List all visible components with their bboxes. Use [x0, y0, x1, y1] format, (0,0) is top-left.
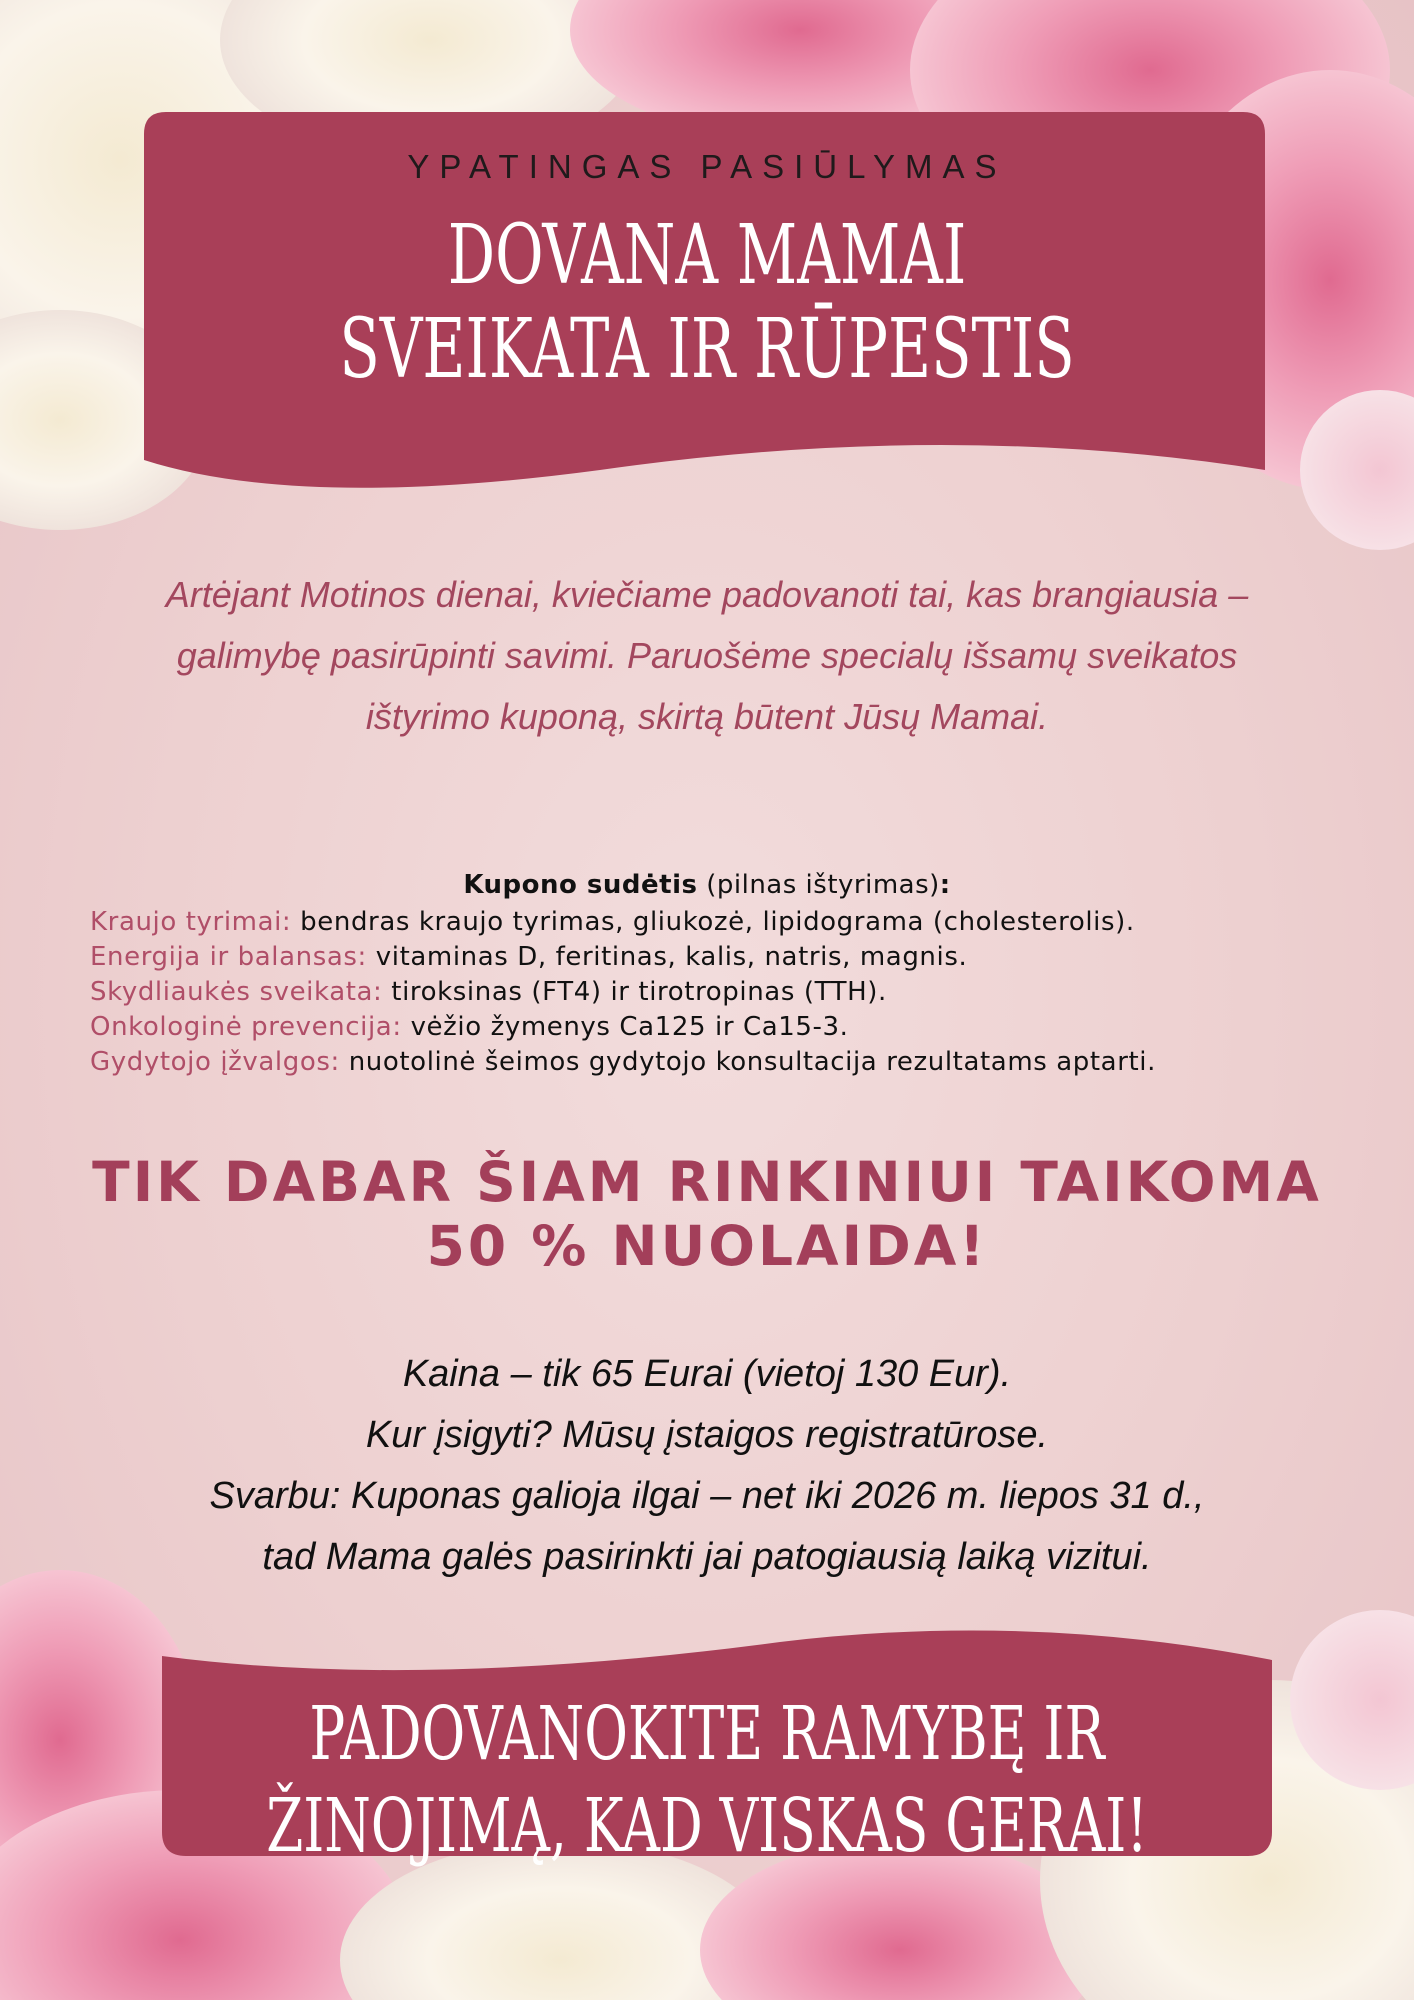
coupon-heading [60, 870, 1354, 900]
coupon-items [90, 905, 1390, 1080]
item-label: Gydytojo įžvalgos: [90, 1047, 340, 1077]
discount-line-1: TIK DABAR ŠIAM RINKINIUI TAIKOMA [92, 1150, 1322, 1214]
discount-line-2: 50 % NUOLAIDA! [426, 1214, 988, 1278]
footer-line-1: PADOVANOKITE RAMYBĘ IR [309, 1691, 1105, 1777]
offer-eyebrow: YPATINGAS PASIŪLYMAS [407, 148, 1007, 185]
coupon-item [90, 905, 1390, 940]
footer-line-2: ŽINOJIMĄ, KAD VISKAS GERAI! [266, 1783, 1148, 1869]
where-line: Kur įsigyti? Mūsų įstaigos registratūrose. [365, 1414, 1049, 1456]
intro-paragraph: Artėjant Motinos dienai, kviečiame padovanoti tai, kas brangiausia – galimybę pasirūpinti savimi. Paruošėme specialų išsamų sveikatos ištyrimo kuponą, skirtą būtent Jūsų Mamai. [165, 574, 1249, 737]
coupon-item [90, 1010, 1390, 1045]
coupon-heading-rest: (pilnas ištyrimas) [697, 870, 940, 900]
discount-headline [40, 1150, 1374, 1278]
item-label: Energija ir balansas: [90, 942, 367, 972]
item-label: Skydliaukės sveikata: [90, 977, 383, 1007]
item-text: tiroksinas (FT4) ir tirotropinas (TTH). [382, 977, 887, 1007]
item-text: nuotolinė šeimos gydytojo konsultacija rezultatams aptarti. [339, 1047, 1156, 1077]
coupon-item [90, 940, 1390, 975]
coupon-item [90, 975, 1390, 1010]
offer-details [40, 1344, 1374, 1588]
item-label: Onkologinė prevencija: [90, 1012, 402, 1042]
validity-line: Svarbu: Kuponas galioja ilgai – net iki 2026 m. liepos 31 d., [209, 1475, 1205, 1517]
validity-line-cont: tad Mama galės pasirinkti jai patogiausią laiką vizitui. [262, 1536, 1152, 1578]
coupon-heading-colon: : [939, 870, 951, 900]
title-line-1: DOVANA MAMAI [447, 208, 967, 303]
coupon-heading-bold: Kupono sudėtis [463, 870, 698, 900]
item-text: vėžio žymenys Ca125 ir Ca15-3. [401, 1012, 849, 1042]
coupon-item [90, 1045, 1390, 1080]
item-label: Kraujo tyrimai: [90, 907, 292, 937]
price-line: Kaina – tik 65 Eurai (vietoj 130 Eur). [402, 1353, 1012, 1395]
item-text: vitaminas D, feritinas, kalis, natris, magnis. [366, 942, 968, 972]
title-line-2: SVEIKATA IR RŪPESTIS [339, 302, 1075, 397]
item-text: bendras kraujo tyrimas, gliukozė, lipidograma (cholesterolis). [291, 907, 1135, 937]
